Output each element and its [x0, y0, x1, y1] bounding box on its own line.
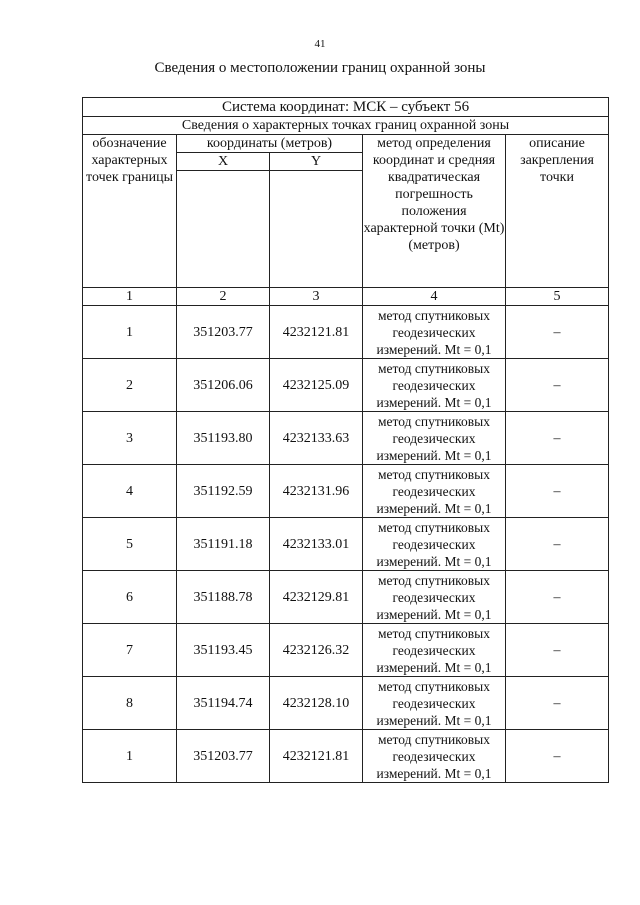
- method-cell: [363, 624, 506, 677]
- method-line: метод спутниковых: [378, 572, 490, 588]
- method-cell: [363, 677, 506, 730]
- page-number: 41: [314, 38, 326, 50]
- point-cell: 7: [83, 624, 177, 677]
- y-cell: 4232129.81: [270, 571, 363, 624]
- description-cell: –: [506, 359, 609, 412]
- point-cell: 6: [83, 571, 177, 624]
- y-cell: 4232131.96: [270, 465, 363, 518]
- y-cell: 4232125.09: [270, 359, 363, 412]
- method-line: геодезических: [392, 748, 476, 764]
- method-line: метод спутниковых: [378, 731, 490, 747]
- x-cell: 351206.06: [177, 359, 270, 412]
- column-number: 5: [506, 288, 609, 306]
- document-title: Сведения о местоположении границ охранной зоны: [154, 60, 486, 76]
- method-line: метод спутниковых: [378, 625, 490, 641]
- description-cell: –: [506, 677, 609, 730]
- y-cell: 4232133.01: [270, 518, 363, 571]
- description-cell: –: [506, 518, 609, 571]
- method-line: измерений. Mt = 0,1: [376, 341, 492, 357]
- x-cell: 351188.78: [177, 571, 270, 624]
- x-cell: 351191.18: [177, 518, 270, 571]
- designation-header: обозначение характерных точек границы: [83, 135, 177, 288]
- method-line: геодезических: [392, 589, 476, 605]
- point-cell: 2: [83, 359, 177, 412]
- method-line: метод спутниковых: [378, 413, 490, 429]
- method-header: метод определения координат и средняя квадратическая погрешность положения характерной точки (Mt) (метров): [363, 135, 506, 288]
- x-cell: 351193.45: [177, 624, 270, 677]
- method-cell: [363, 359, 506, 412]
- method-line: измерений. Mt = 0,1: [376, 500, 492, 516]
- y-cell: 4232121.81: [270, 306, 363, 359]
- method-line: метод спутниковых: [378, 466, 490, 482]
- point-cell: 8: [83, 677, 177, 730]
- method-cell: [363, 465, 506, 518]
- method-line: измерений. Mt = 0,1: [376, 553, 492, 569]
- x-cell: 351192.59: [177, 465, 270, 518]
- method-cell: [363, 571, 506, 624]
- table-row: [83, 730, 609, 783]
- table-row: [83, 465, 609, 518]
- method-line: метод спутниковых: [378, 678, 490, 694]
- method-line: геодезических: [392, 324, 476, 340]
- table-row: [83, 677, 609, 730]
- table-row: [83, 624, 609, 677]
- y-cell: 4232121.81: [270, 730, 363, 783]
- column-number: 3: [270, 288, 363, 306]
- column-number: 4: [363, 288, 506, 306]
- method-line: метод спутниковых: [378, 519, 490, 535]
- description-cell: –: [506, 624, 609, 677]
- method-line: измерений. Mt = 0,1: [376, 712, 492, 728]
- coordinates-header: координаты (метров): [177, 135, 363, 153]
- description-cell: –: [506, 465, 609, 518]
- method-line: геодезических: [392, 536, 476, 552]
- description-cell: –: [506, 571, 609, 624]
- x-header: X: [177, 153, 270, 171]
- x-header-spacer: [177, 171, 270, 288]
- method-line: метод спутниковых: [378, 360, 490, 376]
- y-header-spacer: [270, 171, 363, 288]
- method-line: геодезических: [392, 483, 476, 499]
- method-line: геодезических: [392, 430, 476, 446]
- point-cell: 3: [83, 412, 177, 465]
- method-line: измерений. Mt = 0,1: [376, 765, 492, 781]
- table-row: [83, 412, 609, 465]
- description-cell: –: [506, 730, 609, 783]
- method-line: метод спутниковых: [378, 307, 490, 323]
- table-row: [83, 518, 609, 571]
- method-line: геодезических: [392, 377, 476, 393]
- y-header: Y: [270, 153, 363, 171]
- description-cell: –: [506, 412, 609, 465]
- description-header: описание закрепления точки: [506, 135, 609, 288]
- x-cell: 351193.80: [177, 412, 270, 465]
- point-cell: 1: [83, 730, 177, 783]
- point-cell: 5: [83, 518, 177, 571]
- method-line: измерений. Mt = 0,1: [376, 394, 492, 410]
- table-row: [83, 306, 609, 359]
- x-cell: 351203.77: [177, 306, 270, 359]
- y-cell: 4232126.32: [270, 624, 363, 677]
- method-line: измерений. Mt = 0,1: [376, 447, 492, 463]
- method-line: измерений. Mt = 0,1: [376, 659, 492, 675]
- method-line: геодезических: [392, 642, 476, 658]
- description-cell: –: [506, 306, 609, 359]
- data-rows: [83, 306, 609, 783]
- column-number: 2: [177, 288, 270, 306]
- boundary-points-table: [82, 97, 609, 783]
- method-cell: [363, 412, 506, 465]
- method-line: геодезических: [392, 695, 476, 711]
- y-cell: 4232133.63: [270, 412, 363, 465]
- point-cell: 4: [83, 465, 177, 518]
- method-cell: [363, 518, 506, 571]
- column-number: 1: [83, 288, 177, 306]
- x-cell: 351194.74: [177, 677, 270, 730]
- method-line: измерений. Mt = 0,1: [376, 606, 492, 622]
- table-row: [83, 359, 609, 412]
- section-title-header: Сведения о характерных точках границ охранной зоны: [83, 117, 609, 135]
- x-cell: 351203.77: [177, 730, 270, 783]
- method-cell: [363, 730, 506, 783]
- table-row: [83, 571, 609, 624]
- coordinate-system-header: Система координат: МСК – субъект 56: [83, 98, 609, 117]
- y-cell: 4232128.10: [270, 677, 363, 730]
- method-cell: [363, 306, 506, 359]
- column-number-row: [83, 288, 609, 306]
- point-cell: 1: [83, 306, 177, 359]
